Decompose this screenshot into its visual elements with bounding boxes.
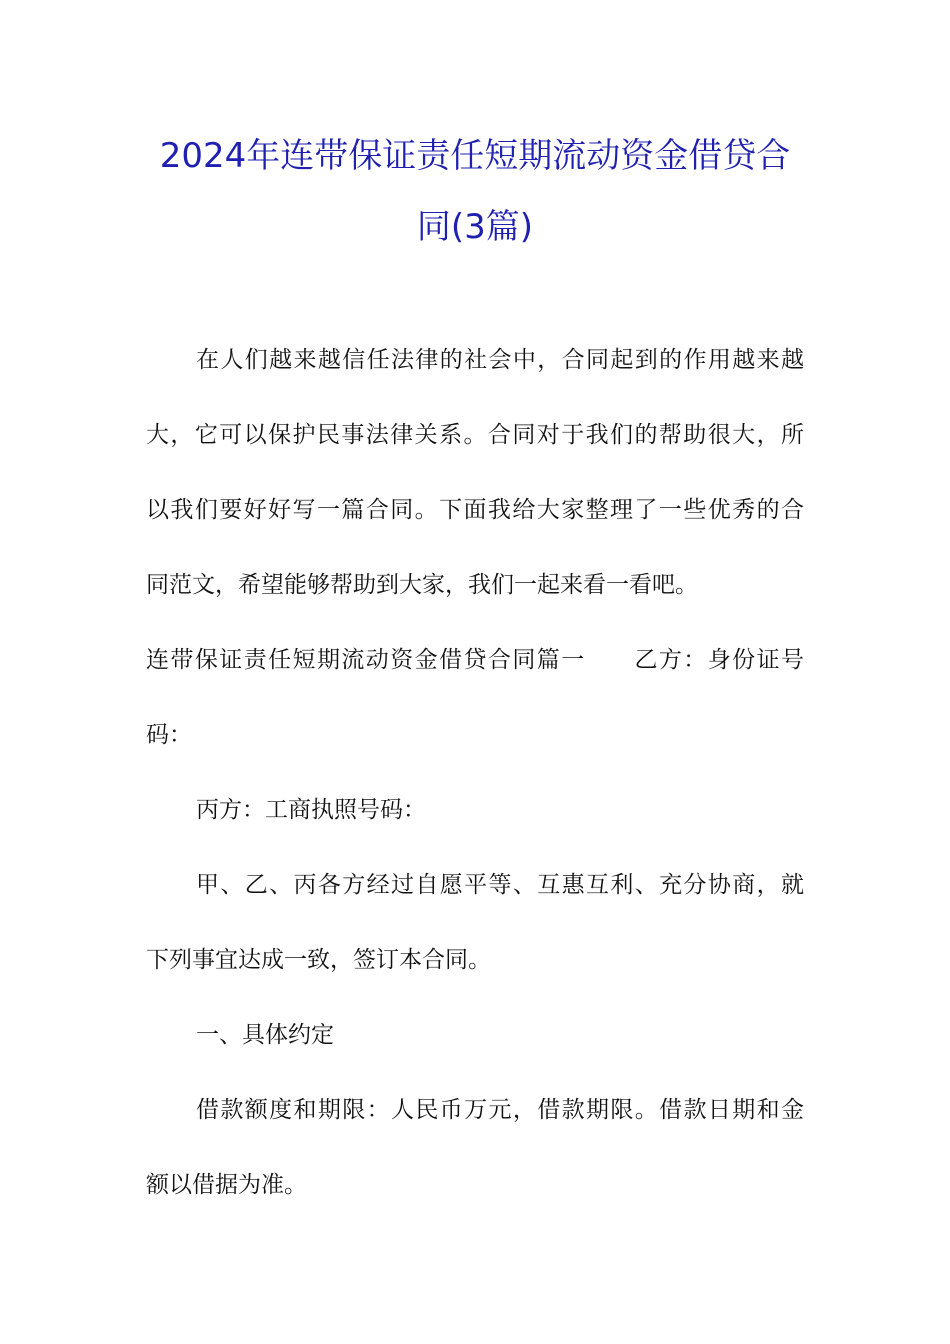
intro-paragraph-line: 在人们越来越信任法律的社会中，合同起到的作用越来越 bbox=[196, 347, 804, 373]
document-title-line-2: 同(3篇) bbox=[416, 207, 534, 247]
intro-paragraph-line: 以我们要好好写一篇合同。下面我给大家整理了一些优秀的合 bbox=[146, 497, 804, 523]
party-c-line: 丙方：工商执照号码： bbox=[196, 797, 426, 823]
intro-paragraph-line: 同范文，希望能够帮助到大家，我们一起来看一看吧。 bbox=[146, 572, 698, 598]
document-title-line-1: 2024年连带保证责任短期流动资金借贷合 bbox=[159, 136, 791, 176]
agreement-paragraph-line: 甲、乙、丙各方经过自愿平等、互惠互利、充分协商，就 bbox=[196, 872, 804, 898]
intro-paragraph-line: 大，它可以保护民事法律关系。合同对于我们的帮助很大，所 bbox=[146, 422, 804, 448]
clause-heading: 一、具体约定 bbox=[196, 1022, 334, 1048]
section-heading-line: 连带保证责任短期流动资金借贷合同篇一 乙方：身份证号 bbox=[146, 647, 804, 673]
clause-paragraph-line: 借款额度和期限：人民币万元，借款期限。借款日期和金 bbox=[196, 1097, 804, 1123]
section-heading-line: 码： bbox=[146, 722, 192, 748]
clause-paragraph-line: 额以借据为准。 bbox=[146, 1172, 307, 1198]
agreement-paragraph-line: 下列事宜达成一致，签订本合同。 bbox=[146, 947, 491, 973]
